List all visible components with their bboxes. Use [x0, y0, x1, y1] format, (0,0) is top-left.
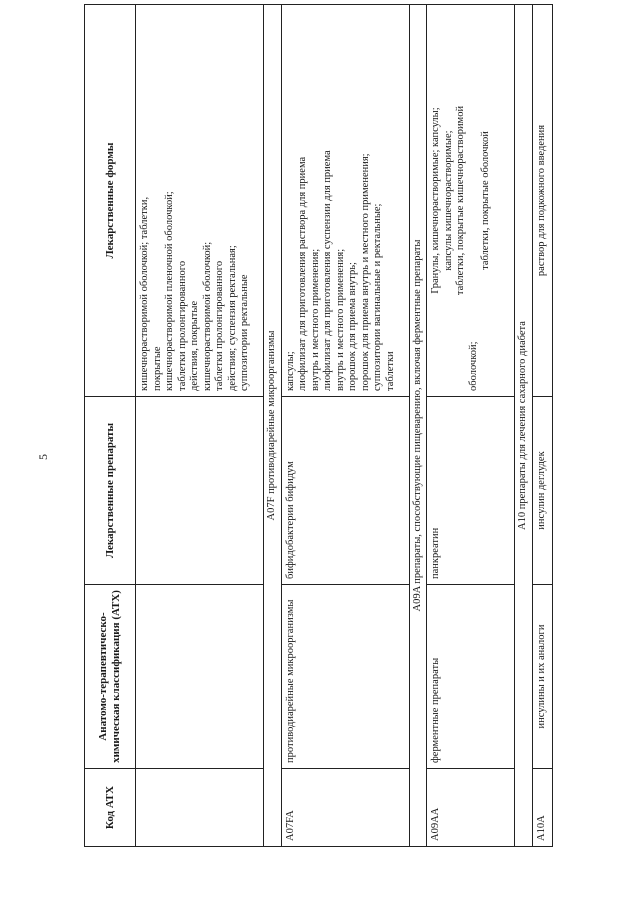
forms-line: лиофилизат для приготовления суспензии для приема: [322, 150, 333, 391]
cell-preparation: инсулин деглудек: [532, 397, 552, 585]
cell-code-empty: [136, 769, 264, 847]
table-header-row: [85, 5, 136, 847]
cell-code: A10A: [532, 769, 552, 847]
forms-line: кишечнорастворимой оболочкой; таблетки,: [139, 196, 150, 391]
forms-line: покрытые: [151, 346, 163, 391]
section-heading: A07F противодиарейные микроорганизмы: [264, 5, 282, 847]
cell-forms: раствор для подкожного введения: [532, 5, 552, 397]
section-row-a07f: [264, 5, 282, 847]
section-heading: A09A препараты, способствующие пищеварению, включая ферментные препараты: [409, 5, 427, 847]
table-row-a09aa: [427, 5, 515, 847]
cell-classification: ферментные препараты: [427, 585, 515, 769]
forms-line: таблетки пролонгированного: [214, 260, 225, 391]
cell-classification: инсулины и их аналоги: [532, 585, 552, 769]
section-heading: A10 препараты для лечения сахарного диабета: [515, 5, 533, 847]
table-row-a10a: [532, 5, 552, 847]
forms-line: кишечнорастворимой оболочкой;: [201, 241, 213, 391]
forms-line: кишечнорастворимой пленочной оболочкой;: [164, 191, 175, 391]
forms-line: Гранулы, кишечнорастворимые; капсулы;: [430, 107, 441, 294]
table-row-continuation: [136, 5, 264, 847]
forms-line: капсулы кишечнорастворимые;: [442, 130, 454, 271]
forms-line: порошок для приема внутрь;: [347, 262, 358, 391]
cell-code: A07FA: [281, 769, 409, 847]
forms-line: порошок для приема внутрь и местного применения;: [359, 153, 371, 391]
forms-line: таблетки пролонгированного: [176, 260, 188, 391]
cell-preparation-empty: [136, 397, 264, 585]
forms-line: оболочкой;: [467, 341, 479, 391]
header-forms: Лекарственные формы: [85, 5, 136, 397]
forms-line: таблетки, покрытые оболочкой: [480, 131, 491, 270]
forms-line: суппозитории ректальные: [239, 274, 250, 391]
cell-forms: [281, 5, 409, 397]
forms-line: действия; суспензия ректальная;: [226, 245, 238, 391]
atx-table: [84, 4, 553, 847]
cell-forms-continuation: [136, 5, 264, 397]
section-row-a10: [515, 5, 533, 847]
forms-line: суппозитории вагинальные и ректальные;: [372, 203, 383, 391]
cell-classification: противодиарейные микроорганизмы: [281, 585, 409, 769]
table-row-a07fa: [281, 5, 409, 847]
forms-line: лиофилизат для приготовления раствора для приема: [297, 156, 308, 391]
forms-line: таблетки: [384, 351, 396, 391]
cell-preparation: панкреатин: [427, 397, 515, 585]
forms-line: внутрь и местного применения;: [309, 248, 321, 391]
forms-line: капсулы;: [284, 351, 296, 391]
section-row-a09a: [409, 5, 427, 847]
cell-classification-empty: [136, 585, 264, 769]
cell-code: A09AA: [427, 769, 515, 847]
cell-preparation: бифидобактерии бифидум: [281, 397, 409, 585]
header-code: Код АТХ: [85, 769, 136, 847]
forms-line: действия, покрытые: [189, 300, 200, 391]
forms-line: внутрь и местного применения;: [334, 248, 346, 391]
header-classification: Анатомо-терапевтическо-химическая классификация (АТХ): [85, 585, 136, 769]
page-number: 5: [36, 454, 50, 460]
forms-line: таблетки, покрытые кишечнорастворимой: [455, 105, 466, 296]
header-preparations: Лекарственные препараты: [85, 397, 136, 585]
cell-forms: [427, 5, 515, 397]
